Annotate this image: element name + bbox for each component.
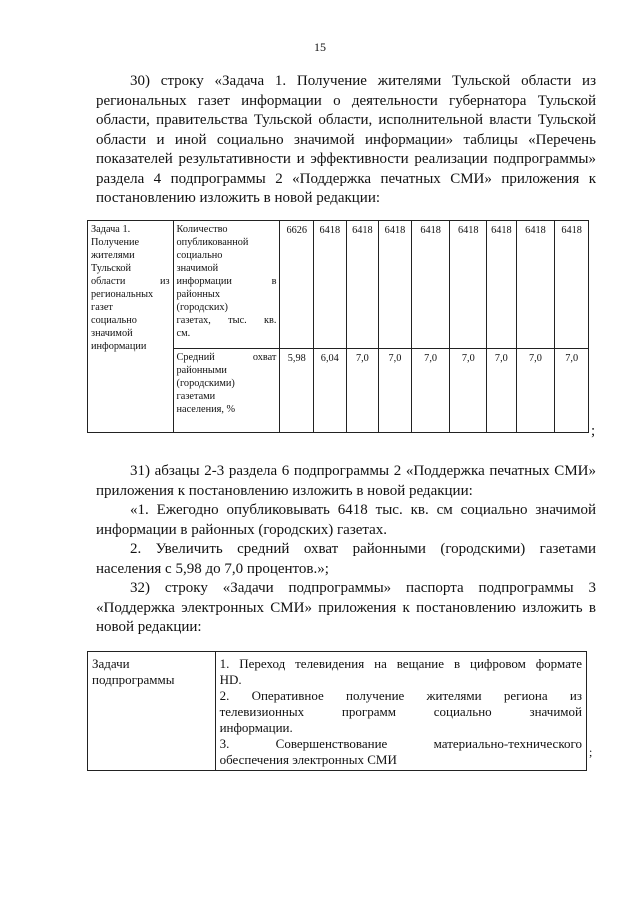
value-cell: 6418	[346, 221, 379, 349]
cell-line: газет	[91, 302, 113, 313]
value-cell: 5,98	[280, 349, 314, 433]
cell-line: региональных	[91, 289, 154, 300]
cell-line: обеспечения электронных СМИ	[219, 752, 397, 767]
text-line: постановлению изложить в новой редакции:	[96, 190, 381, 206]
value-cell: 7,0	[516, 349, 555, 433]
cell-line: телевизионных программ социально значимой	[219, 704, 582, 719]
value-cell: 7,0	[450, 349, 487, 433]
text-line: области и иной социально значимой информации» таблицы «Перечень	[96, 131, 596, 148]
value-cell: 7,0	[346, 349, 379, 433]
cell-line: социально	[91, 315, 137, 326]
cell-line: (городскими)	[176, 378, 235, 389]
text-line: приложения к постановлению изложить в новой редакции:	[96, 482, 473, 499]
cell-line: значимой	[176, 263, 219, 274]
cell-line: Задача 1.	[91, 224, 131, 235]
cell-line: газетах, тыс. кв.	[176, 315, 277, 326]
indicators-table	[87, 220, 589, 433]
cell-line: HD.	[219, 672, 242, 687]
content-cell	[215, 652, 586, 771]
value-cell: 6418	[411, 221, 450, 349]
value-cell: 7,0	[411, 349, 450, 433]
indicator-cell	[173, 221, 280, 349]
value-cell: 6,04	[314, 349, 347, 433]
text-line: населения с 5,98 до 7,0 процентов.»;	[96, 560, 329, 577]
value-cell: 6626	[280, 221, 314, 349]
cell-line: 1. Переход телевидения на вещание в цифровом формате	[219, 656, 582, 671]
cell-line: газетами	[176, 391, 216, 402]
cell-line: 2. Оперативное получение жителями региона из	[219, 688, 582, 703]
value-cell: 6418	[516, 221, 555, 349]
value-cell: 6418	[487, 221, 517, 349]
text-line: региональных газет информации о деятельности губернатора Тульской	[96, 92, 596, 109]
text-line: информации в районных (городских) газетах.	[96, 521, 388, 538]
cell-line: информации	[91, 341, 147, 352]
cell-line: (городских)	[176, 302, 228, 313]
cell-line: Задачи	[92, 656, 130, 671]
value-cell: 6418	[314, 221, 347, 349]
value-cell: 6418	[379, 221, 412, 349]
text-line: показателей результативности и эффективности реализации подпрограммы»	[96, 151, 596, 167]
text-line: области, правительства Тульской области, исполнительной власти Тульской	[96, 112, 596, 128]
cell-line: см.	[176, 328, 191, 339]
text-line: «1. Ежегодно опубликовывать 6418 тыс. кв. см социально значимой	[130, 502, 596, 518]
value-cell: 7,0	[379, 349, 412, 433]
tasks-table	[87, 651, 587, 771]
text-line: раздела 4 подпрограммы 2 «Поддержка печатных СМИ» приложения к	[96, 170, 596, 187]
value-cell: 6418	[555, 221, 589, 349]
cell-line: информации в	[176, 276, 277, 287]
page-number: 15	[314, 40, 326, 54]
indicator-cell	[173, 349, 280, 433]
cell-line: населения, %	[176, 404, 236, 415]
cell-line: районными	[176, 365, 227, 376]
task-cell	[88, 221, 174, 433]
table-end-semicolon: ;	[591, 423, 596, 439]
text-line: 30) строку «Задача 1. Получение жителями Тульской области из	[130, 73, 596, 89]
cell-line: социально	[176, 250, 223, 261]
cell-line: Количество	[176, 224, 228, 235]
cell-line: жителями	[91, 250, 135, 261]
cell-line: Тульской	[91, 263, 132, 274]
label-cell	[88, 652, 216, 771]
paragraph-30	[96, 72, 596, 209]
value-cell: 7,0	[555, 349, 589, 433]
text-line: новой редакции:	[96, 619, 202, 635]
value-cell: 6418	[450, 221, 487, 349]
cell-line: подпрограммы	[92, 672, 175, 687]
cell-line: 3. Совершенствование материально-технического	[219, 736, 582, 751]
text-line: 31) абзацы 2-3 раздела 6 подпрограммы 2 «Поддержка печатных СМИ»	[130, 463, 596, 479]
paragraph-31-32	[96, 462, 596, 638]
table-end-semicolon: ;	[589, 745, 593, 759]
cell-line: районных	[176, 289, 220, 300]
text-line: 2. Увеличить средний охват районными (городскими) газетами	[130, 541, 596, 557]
cell-line: опубликованной	[176, 237, 249, 248]
cell-line: Получение	[91, 237, 140, 248]
cell-line: области из	[91, 276, 170, 287]
cell-line: Средний охват	[176, 352, 277, 363]
cell-line: информации.	[219, 720, 293, 735]
cell-line: значимой	[91, 328, 133, 339]
value-cell: 7,0	[487, 349, 517, 433]
text-line: «Поддержка электронных СМИ» приложения к постановлению изложить в	[96, 599, 596, 616]
text-line: 32) строку «Задачи подпрограммы» паспорта подпрограммы 3	[130, 580, 596, 596]
